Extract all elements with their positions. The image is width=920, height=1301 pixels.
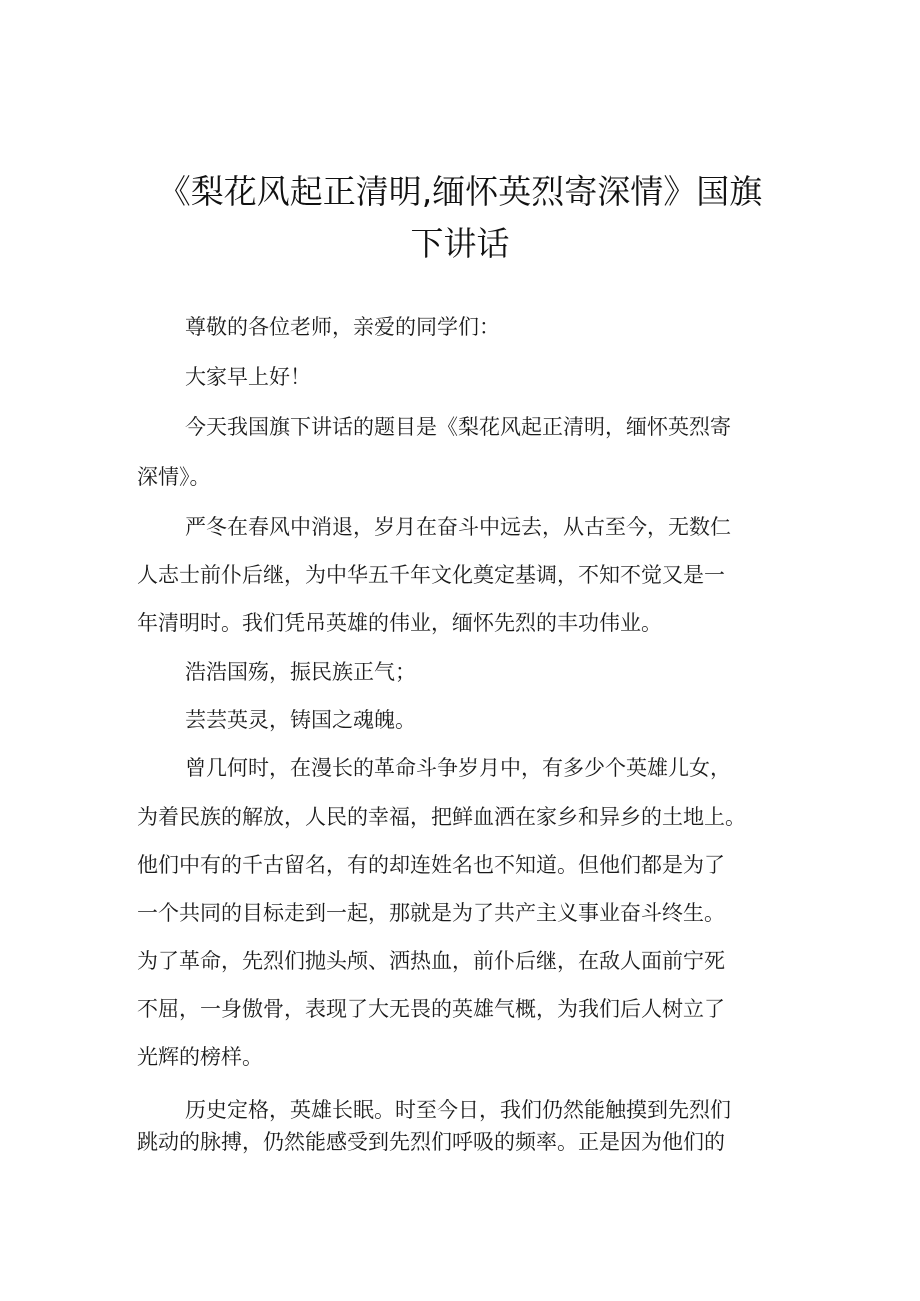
body-line-13: 一个共同的目标走到一起，那就是为了共产主义事业奋斗终生。 <box>137 901 725 925</box>
body-line-12: 他们中有的千古留名，有的却连姓名也不知道。但他们都是为了 <box>137 853 725 877</box>
body-line-6: 人志士前仆后继，为中华五千年文化奠定基调，不知不觉又是一 <box>137 563 725 587</box>
body-line-4: 深情》。 <box>137 465 211 489</box>
body-line-18: 跳动的脉搏，仍然能感受到先烈们呼吸的频率。正是因为他们的 <box>137 1130 725 1154</box>
document-title-line-1: 《梨花风起正清明,缅怀英烈寄深情》国旗 <box>157 172 763 211</box>
body-line-10: 曾几何时，在漫长的革命斗争岁月中，有多少个英雄儿女， <box>185 756 731 780</box>
body-line-11: 为着民族的解放，人民的幸福，把鲜血洒在家乡和异乡的土地上。 <box>137 805 746 829</box>
document-title-line-2: 下讲话 <box>410 224 510 263</box>
body-line-5: 严冬在春风中消退，岁月在奋斗中远去，从古至今，无数仁 <box>185 515 731 539</box>
body-line-7: 年清明时。我们凭吊英雄的伟业，缅怀先烈的丰功伟业。 <box>137 611 662 635</box>
body-line-9: 芸芸英灵，铸国之魂魄。 <box>185 708 416 732</box>
body-line-15: 不屈，一身傲骨，表现了大无畏的英雄气概，为我们后人树立了 <box>137 997 725 1021</box>
body-line-1: 尊敬的各位老师，亲爱的同学们： <box>185 315 500 339</box>
body-line-17: 历史定格，英雄长眠。时至今日，我们仍然能触摸到先烈们 <box>185 1098 731 1122</box>
body-line-8: 浩浩国殇，振民族正气； <box>185 660 416 684</box>
body-line-2: 大家早上好！ <box>185 365 311 389</box>
body-line-14: 为了革命，先烈们抛头颅、洒热血，前仆后继，在敌人面前宁死 <box>137 949 725 973</box>
body-line-16: 光辉的榜样。 <box>137 1045 263 1069</box>
body-line-3: 今天我国旗下讲话的题目是《梨花风起正清明，缅怀英烈寄 <box>185 415 731 439</box>
